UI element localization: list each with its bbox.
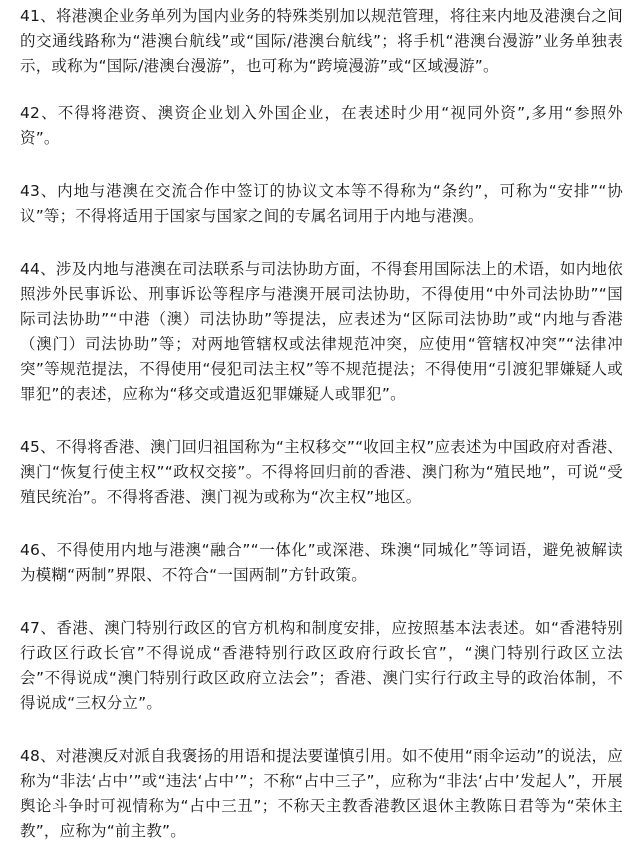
paragraph-spacer bbox=[20, 588, 623, 616]
paragraph-44: 44、涉及内地与港澳在司法联系与司法协助方面，不得套用国际法上的术语，如内地依照涉外民事诉讼、刑事诉讼等程序与港澳开展司法协助，不得使用“中外司法协助”“国际司法协助”“中港（澳）司法协助”等提法，应表述为“区际司法协助”或“内地与香港（澳门）司法协助”等；对两地管辖权或法律规范冲突，应使用“管辖权冲突”“法律冲突”等规范提法，不得使用“侵犯司法主权”等不规范提法；不得使用“引渡犯罪嫌疑人或罪犯”的表述，应称为“移交或遣返犯罪嫌疑人或罪犯”。 bbox=[20, 260, 623, 403]
paragraph-spacer bbox=[20, 407, 623, 435]
paragraph-spacer bbox=[20, 151, 623, 179]
paragraph-spacer bbox=[20, 229, 623, 257]
paragraph-41: 41、将港澳企业务单列为国内业务的特殊类别加以规范管理，将往来内地及港澳台之间的交通线路称为“港澳台航线”或“国际/港澳台航线”；将手机“港澳台漫游”业务单独表示，或称为“国际/港澳台漫游”，也可称为“跨境漫游”或“区域漫游”。 bbox=[20, 7, 623, 75]
paragraph-48: 48、对港澳反对派自我褒扬的用语和提法要谨慎引用。如不使用“雨伞运动”的说法，应称为“非法‘占中’”或“违法‘占中’”；不称“占中三子”，应称为“非法‘占中’发起人”，开展舆论斗争时可视情称为“占中三丑”；不称天主教香港教区退休主教陈日君等为“荣休主教”，应称为“前主教”。 bbox=[20, 747, 623, 840]
paragraph-47: 47、香港、澳门特别行政区的官方机构和制度安排，应按照基本法表述。如“香港特别行政区行政长官”不得说成“香港特别行政区政府行政长官”，“澳门特别行政区立法会”不得说成“澳门特别行政区政府立法会”；香港、澳门实行行政主导的政治体制，不得说成“三权分立”。 bbox=[20, 619, 623, 712]
paragraph-spacer bbox=[20, 79, 623, 101]
paragraph-spacer bbox=[20, 510, 623, 538]
paragraph-42: 42、不得将港资、澳资企业划入外国企业，在表述时少用“视同外资”,多用“参照外资”。 bbox=[20, 104, 623, 147]
paragraph-45: 45、不得将香港、澳门回归祖国称为“主权移交”“收回主权”应表述为中国政府对香港、澳门“恢复行使主权”“政权交接”。不得将回归前的香港、澳门称为“殖民地”，可说“受殖民统治”。不得将香港、澳门视为或称为“次主权”地区。 bbox=[20, 438, 623, 506]
paragraph-spacer bbox=[20, 716, 623, 744]
paragraph-46: 46、不得使用内地与港澳“融合”“一体化”或深港、珠澳“同城化”等词语，避免被解读为模糊“两制”界限、不符合“一国两制”方针政策。 bbox=[20, 541, 623, 584]
paragraph-43: 43、内地与港澳在交流合作中签订的协议文本等不得称为“条约”，可称为“安排”“协议”等；不得将适用于国家与国家之间的专属名词用于内地与港澳。 bbox=[20, 182, 623, 225]
